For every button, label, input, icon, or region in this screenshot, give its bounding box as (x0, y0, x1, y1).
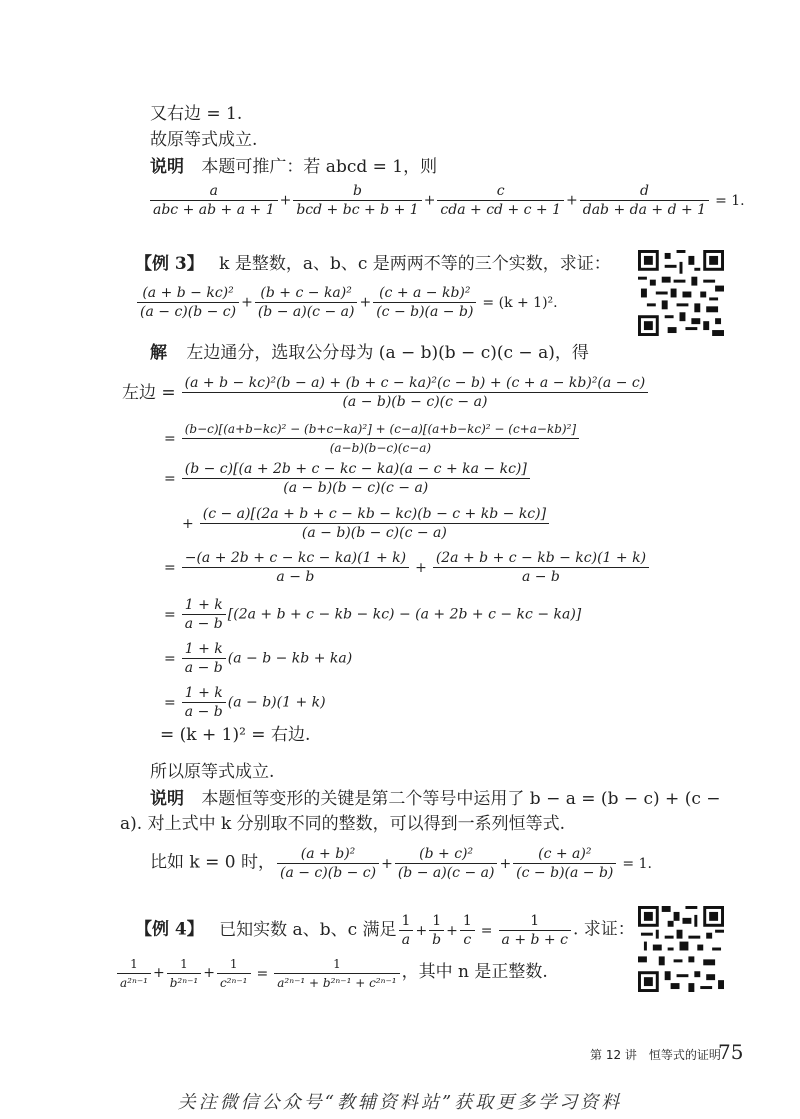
denominator: (a − b)(b − c)(c − a) (283, 480, 429, 496)
qr-code-icon[interactable] (638, 906, 724, 992)
solution-text: 左边通分，选取公分母为 (a − b)(b − c)(c − a)，得 (186, 343, 589, 363)
denominator: (a − c)(b − c) (140, 304, 237, 320)
text-line: 故原等式成立. (150, 130, 258, 150)
denominator: a + b + c (501, 932, 568, 948)
numerator: (b − c)[(a + 2b + c − kc − ka)(a − c + ka − kc)] (182, 460, 530, 479)
example-text: k 是整数，a、b、c 是两两不等的三个实数，求证： (219, 254, 611, 274)
remark-label: 说明 (150, 157, 184, 177)
example-text: 已知实数 a、b、c 满足 (219, 919, 397, 940)
denominator: (b − a)(c − a) (257, 304, 355, 320)
numerator: (2a + b + c − kb − kc)(1 + k) (433, 549, 649, 568)
denominator: c (463, 932, 472, 948)
expression: (a − b)(1 + k) (227, 694, 326, 711)
example-label: 【例 3】 (135, 254, 204, 274)
promo-banner: 关注微信公众号“教辅资料站”获取更多学习资料 (177, 1092, 623, 1113)
numerator: 1 (429, 912, 444, 931)
step-9: = (k + 1)² = 右边. (160, 725, 311, 745)
example-3-equation: $\frac{\text{(a + b − kc)²}}{(a - c)(b - c)}$ + $\frac{\text{(b + c − ka)²}}{(b - a)(c - a)}$ + $\frac{\text{(c + a − kb)²}}{(c - b)(a - b)}$ = (k + 1)². (135, 284, 562, 321)
denominator: (a − b)(b − c)(c − a) (342, 394, 488, 410)
example-text: . 求证： (572, 919, 635, 940)
denominator: a − b (184, 616, 223, 632)
step-6: = $\frac{1 + k}{a - b}$ [(2a + b + c − kb − kc) − (a + 2b + c − kc − ka)] (164, 597, 582, 632)
numerator: (c − a)[(2a + b + c − kb − kc)(b − c + kb − kc)] (200, 505, 549, 524)
equals: = (k + 1)². (482, 294, 558, 311)
denominator: (a−b)(b−c)(c−a) (329, 441, 432, 455)
equals: = 1. (622, 855, 652, 872)
example-3-heading (135, 253, 611, 275)
numerator: 1 + k (182, 596, 226, 615)
denominator: a − b (184, 704, 223, 720)
solution-heading (150, 342, 589, 364)
numerator: 1 + k (182, 684, 226, 703)
denominator: (a − b)(b − c)(c − a) (301, 525, 447, 541)
denominator: (a − c)(b − c) (279, 865, 377, 881)
numerator: b (293, 182, 421, 201)
note-prefix: 比如 k = 0 时， (150, 852, 275, 873)
remark-line (150, 156, 437, 178)
numerator: −(a + 2b + c − kc − ka)(1 + k) (182, 549, 409, 568)
denominator: a − b (184, 660, 223, 676)
left-side-label: 左边 = (122, 382, 176, 403)
example-4-equation: $\frac{1}{\text{a²ⁿ⁻¹}}$ + $\frac{1}{\text{b²ⁿ⁻¹}}$ + $\frac{1}{\text{c²ⁿ⁻¹}}$ = $\frac{1}{\text{a²ⁿ⁻¹ + b²ⁿ⁻¹ + c²ⁿ⁻¹}}$ ，其中 n 是正整数. (115, 955, 548, 992)
numerator: 1 + k (182, 640, 226, 659)
note-text: 本题恒等变形的关键是第二个等号中运用了 b − a = (b − c) + (c − (201, 789, 721, 809)
denominator: c²ⁿ⁻¹ (219, 976, 248, 990)
remark-text: 本题可推广：若 abcd = 1，则 (201, 157, 438, 177)
page-number: 75 (718, 1040, 744, 1064)
denominator: abc + ab + a + 1 (153, 202, 275, 218)
numerator: 1 (117, 955, 151, 974)
numerator: 1 (399, 912, 414, 931)
denominator: a²ⁿ⁻¹ (120, 976, 148, 990)
numerator: (c + a)² (513, 845, 616, 864)
step-7: = $\frac{1 + k}{a - b}$ (a − b − kb + ka) (164, 641, 353, 676)
denominator: (c − b)(a − b) (376, 304, 474, 320)
denominator: (c − b)(a − b) (516, 865, 614, 881)
step-5: = $\frac{-(a + 2b + c - kc - ka)(1 + k)}{a - b}$ + $\frac{(2a + b + c - kb - kc)(1 + k)}{a - b}$ (160, 549, 651, 586)
denominator: (b − a)(c − a) (397, 865, 495, 881)
denominator: bcd + bc + b + 1 (296, 202, 419, 218)
numerator: (a + b − kc)²(b − a) + (b + c − ka)²(c − b) + (c + a − kb)²(a − c) (182, 374, 649, 393)
denominator: a²ⁿ⁻¹ + b²ⁿ⁻¹ + c²ⁿ⁻¹ (277, 976, 397, 990)
step-2: = $\frac{\text{(b−c)[(a+b−kc)² − (b+c−ka)²] + (c−a)[(a+b−kc)² − (c+a−kb)²]}}{(a-b)(b-c)(c-a)}$ (160, 420, 581, 457)
equals: = 1. (715, 192, 745, 209)
chapter-footer: 第 12 讲 恒等式的证明 (590, 1048, 721, 1062)
numerator: 1 (274, 955, 399, 974)
expression: (a − b − kb + ka) (227, 650, 353, 667)
numerator: a (150, 182, 278, 201)
step-1 (118, 374, 650, 411)
denominator: a − b (276, 569, 315, 585)
step-8: = $\frac{1 + k}{a - b}$ (a − b)(1 + k) (164, 685, 326, 720)
qr-code-icon[interactable] (638, 250, 724, 336)
numerator: (b−c)[(a+b−kc)² − (b+c−ka)²] + (c−a)[(a+b−kc)² − (c+a−kb)²] (182, 420, 579, 439)
text-line: 又右边 = 1. (150, 104, 243, 124)
denominator: a (401, 932, 411, 948)
expression: [(2a + b + c − kb − kc) − (a + 2b + c − kc − ka)] (227, 606, 582, 623)
general-equation: $\frac{a}{\text{abc + ab + a + 1}}$ + $\frac{b}{\text{bcd + bc + b + 1}}$ + $\frac{c}{\text{cda + cd + c + 1}}$ + $\frac{d}{\text{dab + da + d + 1}}$ = 1. (148, 182, 749, 219)
denominator: cda + cd + c + 1 (440, 202, 562, 218)
conclusion: 所以原等式成立. (150, 762, 275, 782)
numerator: 1 (499, 912, 571, 931)
numerator: c (437, 182, 564, 201)
solution-label: 解 (150, 343, 167, 363)
numerator: (b + c − ka)² (255, 284, 358, 303)
note-line-1 (150, 788, 721, 810)
step-3: = $\frac{(b - c)[(a + 2b + c - kc - ka)(a - c + ka - kc)]}{(a - b)(b - c)(c - a)}$ (160, 460, 532, 497)
numerator: 1 (217, 955, 251, 974)
numerator: 1 (167, 955, 202, 974)
denominator: a − b (521, 569, 560, 585)
denominator: dab + da + d + 1 (582, 202, 707, 218)
step-4: + $\frac{(c - a)[(2a + b + c - kb - kc)(b - c + kb - kc)]}{(a - b)(b - c)(c - a)}$ (178, 505, 551, 542)
numerator: (c + a − kb)² (373, 284, 476, 303)
denominator: b (432, 932, 442, 948)
numerator: 1 (460, 912, 475, 931)
note-label: 说明 (150, 789, 184, 809)
numerator: d (580, 182, 709, 201)
note-line-2: a). 对上式中 k 分别取不同的整数，可以得到一系列恒等式. (120, 814, 566, 834)
example-4-heading: 【例 4】 已知实数 a、b、c 满足 $\frac{1}{a}$ + $\frac{1}{b}$ + $\frac{1}{c}$ = $\frac{1}{a + b + c}$ . 求证： (135, 913, 635, 948)
numerator: (b + c)² (395, 845, 498, 864)
note-line-3: 比如 k = 0 时， $\frac{\text{(a + b)²}}{(a - c)(b - c)}$ + $\frac{\text{(b + c)²}}{(b - a)(c - a)}$ + $\frac{\text{(c + a)²}}{(c - b)(a - b)}$ = 1. (150, 846, 652, 881)
example-label: 【例 4】 (135, 919, 204, 940)
denominator: b²ⁿ⁻¹ (169, 976, 199, 990)
numerator: (a + b)² (277, 845, 379, 864)
example-text: ，其中 n 是正整数. (401, 962, 548, 982)
numerator: (a + b − kc)² (137, 284, 239, 303)
